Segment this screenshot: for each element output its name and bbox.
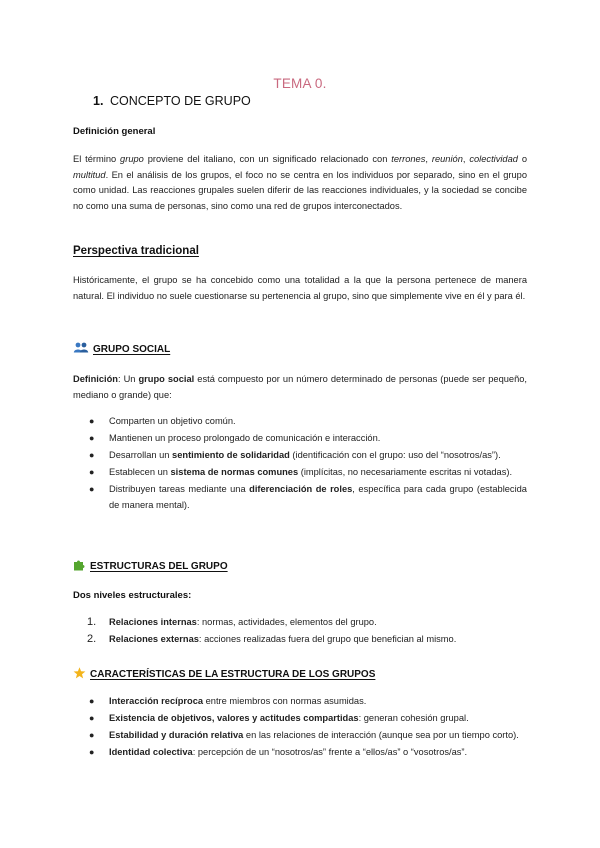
grupo-social-bullet-list bbox=[73, 414, 527, 515]
estructuras-heading-text: ESTRUCTURAS DEL GRUPO bbox=[90, 561, 228, 572]
list-item: ● Mantienen un proceso prolongado de comunicación e interacción. bbox=[73, 431, 527, 447]
list-item: ● Estabilidad y duración relativa en las relaciones de interacción (aunque sea por un tiempo corto). bbox=[73, 728, 527, 744]
perspectiva-heading: Perspectiva tradicional bbox=[73, 245, 199, 257]
bullet-icon: ● bbox=[89, 432, 95, 443]
list-item: ● Identidad colectiva: percepción de un “nosotros/as” frente a “ellos/as” o “vosotros/as”. bbox=[73, 745, 527, 761]
star-icon bbox=[73, 667, 86, 682]
bullet-icon: ● bbox=[89, 466, 95, 477]
list-item: ● Comparten un objetivo común. bbox=[73, 414, 527, 430]
bullet-icon: ● bbox=[89, 712, 95, 723]
grupo-social-definition: Definición: Un grupo social está compuesto por un número determinado de personas (puede ser pequeño, mediano o grande) que: bbox=[73, 374, 528, 400]
estructuras-ordered-list bbox=[73, 615, 527, 648]
estructuras-subheading: Dos niveles estructurales: bbox=[73, 590, 192, 601]
people-icon bbox=[73, 342, 89, 356]
estructuras-heading bbox=[73, 559, 228, 574]
list-item: ● Interacción recíproca entre miembros con normas asumidas. bbox=[73, 694, 527, 710]
bullet-icon: ● bbox=[89, 696, 95, 706]
list-item: ● Establecen un sistema de normas comunes (implícitas, no necesariamente escritas ni votadas). bbox=[73, 465, 527, 481]
definicion-general-heading: Definición general bbox=[73, 126, 156, 137]
puzzle-icon bbox=[73, 559, 86, 574]
perspectiva-paragraph: Históricamente, el grupo se ha concebido como una totalidad a la que la persona pertenece de manera natural. El individuo no suele cuestionarse su pertenencia al grupo, sino que simplemente vive en él y para él. bbox=[73, 275, 527, 301]
list-item: ● Existencia de objetivos, valores y actitudes compartidas: generan cohesión grupal. bbox=[73, 711, 527, 727]
heading-text: CONCEPTO DE GRUPO bbox=[110, 94, 251, 108]
definicion-general-paragraph: El término grupo proviene del italiano, con un significado relacionado con terrones, reunión, colectividad o multitud. En el análisis de los grupos, el foco no se centra en los individuos por separado, sino en el grupo como unidad. Las reacciones grupales suelen diferir de las reacciones individuales, y la sociedad se concibe no como una suma de personas, sino como una red de grupos interconectados. bbox=[73, 154, 527, 211]
list-item: ● Distribuyen tareas mediante una diferenciación de roles, específica para cada grupo (establecida de manera mental). bbox=[89, 483, 527, 510]
list-item: 2. Relaciones externas: acciones realizadas fuera del grupo que benefician al mismo. bbox=[87, 632, 457, 645]
bullet-icon: ● bbox=[89, 416, 95, 426]
caracteristicas-bullet-list bbox=[73, 694, 527, 762]
heading-number: 1. bbox=[93, 94, 104, 108]
bullet-icon: ● bbox=[89, 729, 95, 740]
caracteristicas-heading-text: CARACTERÍSTICAS DE LA ESTRUCTURA DE LOS GRUPOS bbox=[90, 669, 376, 680]
document-title: TEMA 0. bbox=[273, 76, 327, 91]
list-item: 1. Relaciones internas: normas, actividades, elementos del grupo. bbox=[87, 616, 377, 628]
grupo-social-heading bbox=[73, 342, 170, 356]
list-item: ● Desarrollan un sentimiento de solidaridad (identificación con el grupo: uso del “nosotros/as”). bbox=[73, 448, 527, 464]
bullet-icon: ● bbox=[89, 746, 95, 757]
bullet-icon: ● bbox=[89, 483, 95, 494]
bullet-icon: ● bbox=[89, 449, 95, 460]
grupo-social-heading-text: GRUPO SOCIAL bbox=[93, 343, 171, 355]
caracteristicas-heading bbox=[73, 667, 375, 682]
section-heading-1 bbox=[93, 94, 251, 108]
